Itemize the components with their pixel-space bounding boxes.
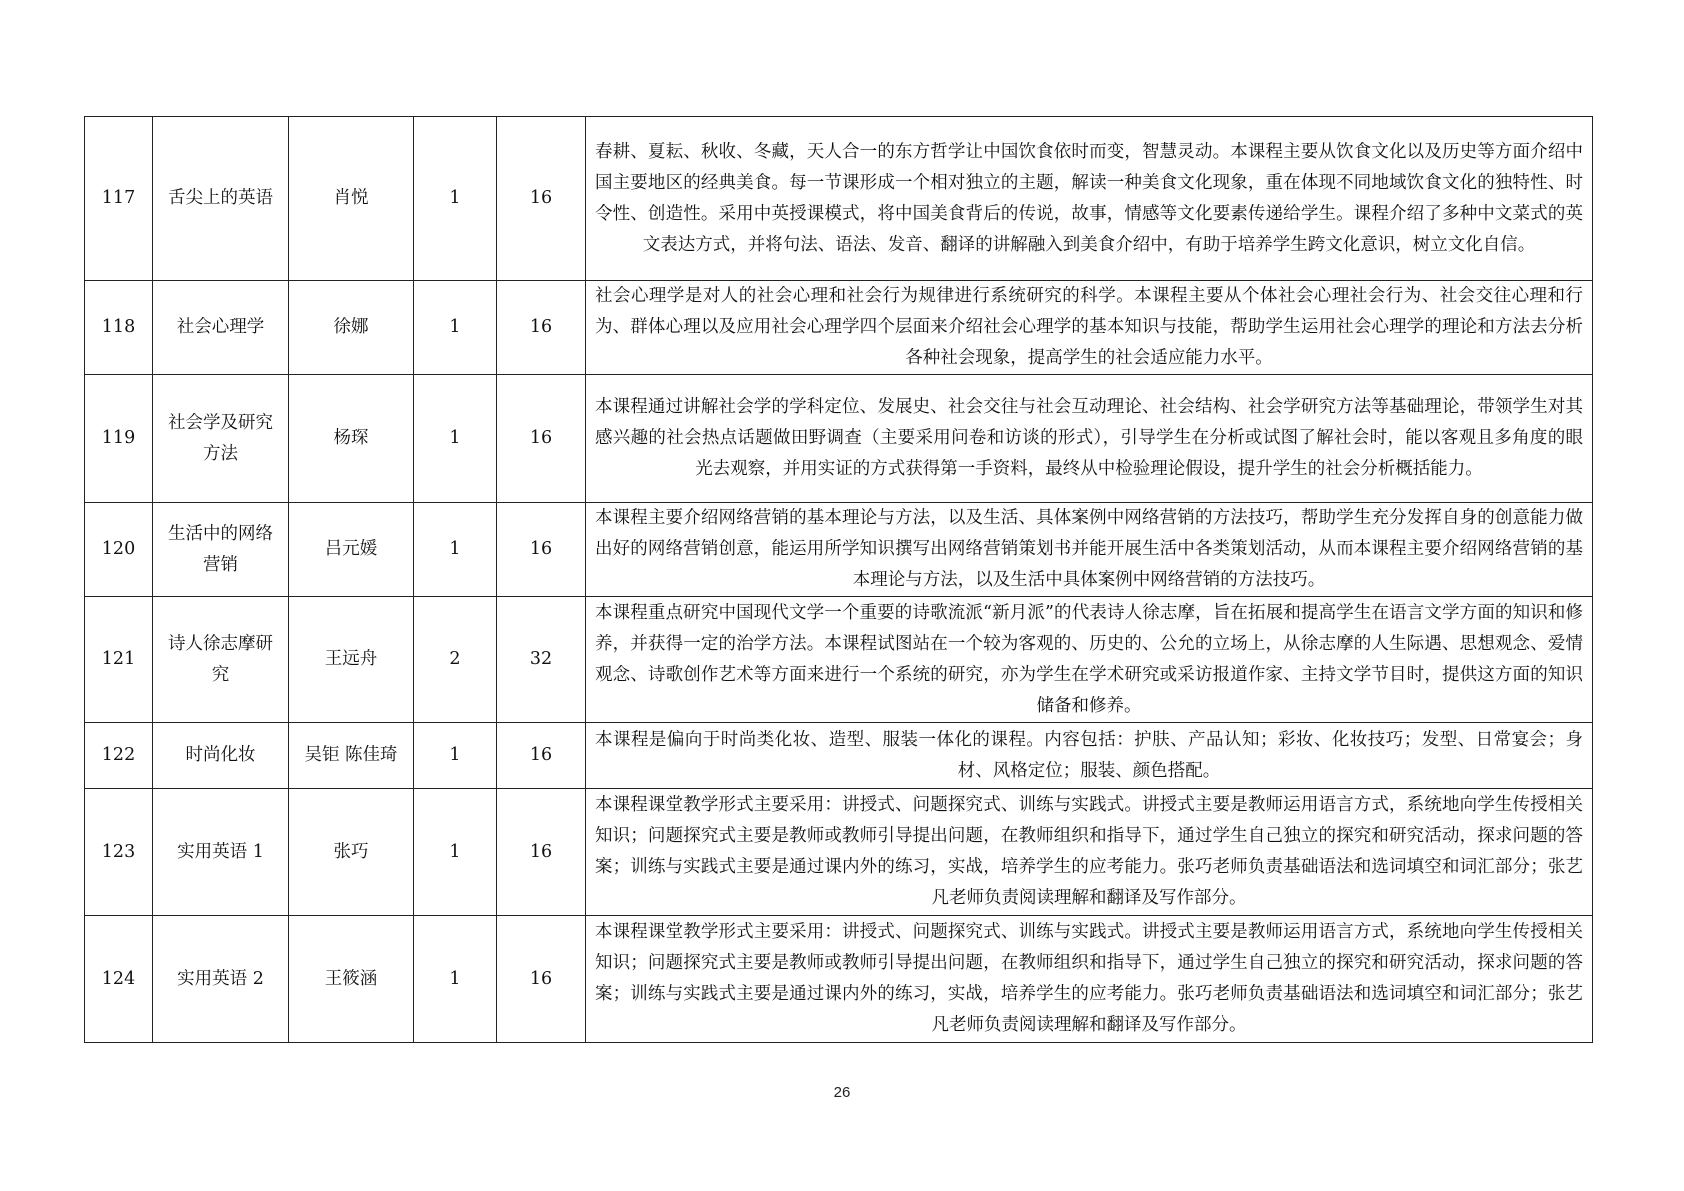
course-teacher: 王筱涵 — [289, 916, 414, 1043]
course-name: 实用英语 2 — [153, 916, 289, 1043]
course-credit: 1 — [414, 503, 497, 597]
course-hours: 16 — [497, 789, 586, 916]
course-credit: 1 — [414, 281, 497, 375]
table-row — [85, 281, 1593, 375]
course-hours: 16 — [497, 723, 586, 789]
course-number: 117 — [85, 117, 153, 281]
table-row — [85, 503, 1593, 597]
course-table — [84, 116, 1593, 1043]
course-name: 诗人徐志摩研究 — [153, 597, 289, 723]
course-number: 124 — [85, 916, 153, 1043]
page-number: 26 — [833, 1084, 851, 1101]
course-credit: 1 — [414, 723, 497, 789]
course-description: 本课程重点研究中国现代文学一个重要的诗歌流派“新月派”的代表诗人徐志摩，旨在拓展和提高学生在语言文学方面的知识和修养，并获得一定的治学方法。本课程试图站在一个较为客观的、历史的、公允的立场上，从徐志摩的人生际遇、思想观念、爱情观念、诗歌创作艺术等方面来进行一个系统的研究，亦为学生在学术研究或采访报道作家、主持文学节目时，提供这方面的知识储备和修养。 — [586, 597, 1593, 723]
table-row — [85, 916, 1593, 1043]
course-description: 本课程课堂教学形式主要采用：讲授式、问题探究式、训练与实践式。讲授式主要是教师运用语言方式，系统地向学生传授相关知识；问题探究式主要是教师或教师引导提出问题，在教师组织和指导下，通过学生自己独立的探究和研究活动，探求问题的答案；训练与实践式主要是通过课内外的练习，实战，培养学生的应考能力。张巧老师负责基础语法和选词填空和词汇部分；张艺凡老师负责阅读理解和翻译及写作部分。 — [586, 916, 1593, 1043]
course-hours: 16 — [497, 117, 586, 281]
course-hours: 16 — [497, 281, 586, 375]
course-description: 本课程是偏向于时尚类化妆、造型、服装一体化的课程。内容包括：护肤、产品认知；彩妆、化妆技巧；发型、日常宴会；身材、风格定位；服装、颜色搭配。 — [586, 723, 1593, 789]
course-teacher: 张巧 — [289, 789, 414, 916]
course-teacher: 徐娜 — [289, 281, 414, 375]
course-number: 121 — [85, 597, 153, 723]
course-teacher: 王远舟 — [289, 597, 414, 723]
course-name: 舌尖上的英语 — [153, 117, 289, 281]
course-hours: 16 — [497, 503, 586, 597]
course-description: 本课程主要介绍网络营销的基本理论与方法，以及生活、具体案例中网络营销的方法技巧，帮助学生充分发挥自身的创意能力做出好的网络营销创意，能运用所学知识撰写出网络营销策划书并能开展生活中各类策划活动，从而本课程主要介绍网络营销的基本理论与方法，以及生活中具体案例中网络营销的方法技巧。 — [586, 503, 1593, 597]
course-number: 119 — [85, 375, 153, 503]
course-description: 社会心理学是对人的社会心理和社会行为规律进行系统研究的科学。本课程主要从个体社会心理社会行为、社会交往心理和行为、群体心理以及应用社会心理学四个层面来介绍社会心理学的基本知识与技能，帮助学生运用社会心理学的理论和方法去分析各种社会现象，提高学生的社会适应能力水平。 — [586, 281, 1593, 375]
table-row — [85, 117, 1593, 281]
course-number: 118 — [85, 281, 153, 375]
course-number: 122 — [85, 723, 153, 789]
table-row — [85, 375, 1593, 503]
course-description: 本课程课堂教学形式主要采用：讲授式、问题探究式、训练与实践式。讲授式主要是教师运用语言方式，系统地向学生传授相关知识；问题探究式主要是教师或教师引导提出问题，在教师组织和指导下，通过学生自己独立的探究和研究活动，探求问题的答案；训练与实践式主要是通过课内外的练习，实战，培养学生的应考能力。张巧老师负责基础语法和选词填空和词汇部分；张艺凡老师负责阅读理解和翻译及写作部分。 — [586, 789, 1593, 916]
course-credit: 2 — [414, 597, 497, 723]
course-number: 120 — [85, 503, 153, 597]
course-teacher: 杨琛 — [289, 375, 414, 503]
course-credit: 1 — [414, 117, 497, 281]
course-teacher: 肖悦 — [289, 117, 414, 281]
course-name: 社会心理学 — [153, 281, 289, 375]
table-row — [85, 723, 1593, 789]
table-row — [85, 597, 1593, 723]
course-hours: 16 — [497, 916, 586, 1043]
course-description: 春耕、夏耘、秋收、冬藏，天人合一的东方哲学让中国饮食依时而变，智慧灵动。本课程主要从饮食文化以及历史等方面介绍中国主要地区的经典美食。每一节课形成一个相对独立的主题，解读一种美食文化现象，重在体现不同地域饮食文化的独特性、时令性、创造性。采用中英授课模式，将中国美食背后的传说，故事，情感等文化要素传递给学生。课程介绍了多种中文菜式的英文表达方式，并将句法、语法、发音、翻译的讲解融入到美食介绍中，有助于培养学生跨文化意识，树立文化自信。 — [586, 117, 1593, 281]
course-name: 实用英语 1 — [153, 789, 289, 916]
course-number: 123 — [85, 789, 153, 916]
course-name: 生活中的网络营销 — [153, 503, 289, 597]
table-row — [85, 789, 1593, 916]
course-credit: 1 — [414, 916, 497, 1043]
course-credit: 1 — [414, 375, 497, 503]
course-teacher: 吴钜 陈佳琦 — [289, 723, 414, 789]
course-hours: 16 — [497, 375, 586, 503]
course-description: 本课程通过讲解社会学的学科定位、发展史、社会交往与社会互动理论、社会结构、社会学研究方法等基础理论，带领学生对其感兴趣的社会热点话题做田野调查（主要采用问卷和访谈的形式），引导学生在分析或试图了解社会时，能以客观且多角度的眼光去观察，并用实证的方式获得第一手资料，最终从中检验理论假设，提升学生的社会分析概括能力。 — [586, 375, 1593, 503]
course-credit: 1 — [414, 789, 497, 916]
course-hours: 32 — [497, 597, 586, 723]
course-name: 时尚化妆 — [153, 723, 289, 789]
course-name: 社会学及研究方法 — [153, 375, 289, 503]
course-teacher: 吕元媛 — [289, 503, 414, 597]
